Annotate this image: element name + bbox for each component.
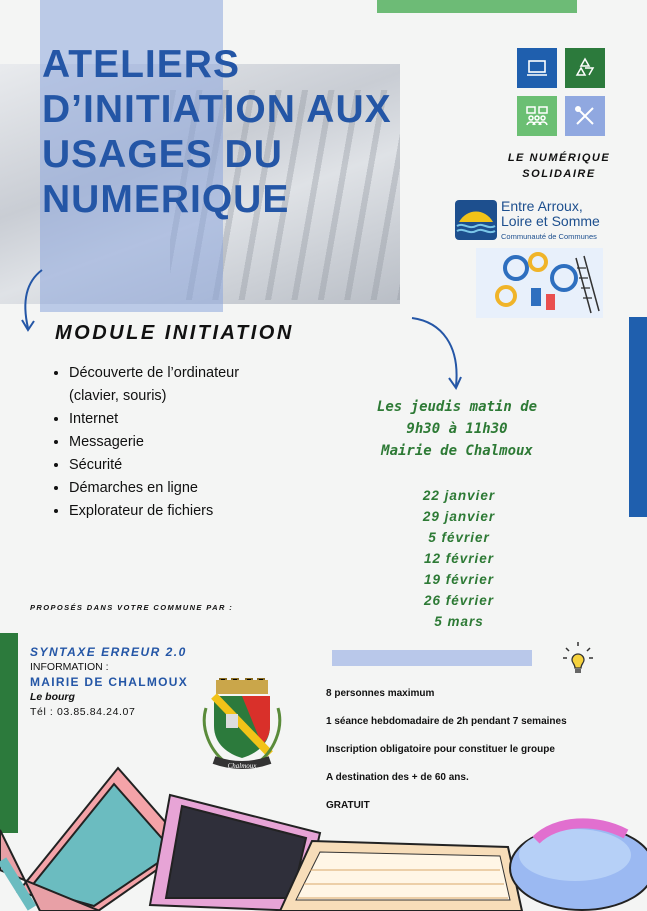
ns-line-1: LE NUMÉRIQUE (507, 152, 611, 164)
date-item: 5 mars (434, 614, 484, 629)
info-item: A destination des + de 60 ans. (326, 772, 469, 783)
module-title: MODULE INITIATION (55, 322, 294, 344)
list-item: • Internet (69, 408, 329, 431)
numerique-solidaire-label (490, 150, 628, 182)
teamwork-illustration (476, 248, 603, 318)
community-logo-icon (455, 200, 497, 240)
arrow-right-icon (410, 312, 466, 394)
title-line-2: D’INITIATION AUX (42, 88, 392, 131)
list-item: • Découverte de l’ordinateur (clavier, souris) (69, 362, 269, 408)
information-label: INFORMATION : (30, 661, 109, 673)
title-line-1: ATELIERS (42, 43, 240, 86)
proposes-label: PROPOSÉS DANS VOTRE COMMUNE PAR : (30, 603, 234, 612)
crest-label: Chalmoux (227, 762, 257, 770)
contact-block (30, 645, 188, 720)
tools-icon (565, 96, 605, 136)
title-line-4: NUMERIQUE (42, 178, 290, 221)
schedule-line-2: 9h30 à 11h30 (406, 421, 508, 437)
topics-list (50, 362, 329, 523)
info-item: 1 séance hebdomadaire de 2h pendant 7 semaines (326, 716, 567, 727)
devices-illustration (0, 760, 647, 911)
schedule-line-1: Les jeudis matin de (376, 399, 538, 415)
recycle-icon (565, 48, 605, 88)
logo-subtitle: Communauté de Communes (501, 232, 597, 241)
dates-list (384, 485, 534, 632)
info-header-bar (332, 650, 532, 666)
schedule-line-3: Mairie de Chalmoux (381, 443, 533, 459)
title-line-3: USAGES DU (42, 133, 283, 176)
address-line: Le bourg (30, 691, 75, 703)
laptop-icon (517, 48, 557, 88)
group-icon (517, 96, 557, 136)
schedule-block (340, 396, 574, 462)
ns-line-2: SOLIDAIRE (522, 168, 596, 180)
logo-line-1: Entre Arroux, (501, 198, 583, 214)
info-item: Inscription obligatoire pour constituer le groupe (326, 744, 555, 755)
right-blue-bar (629, 317, 647, 517)
mairie-name: MAIRIE DE CHALMOUX (30, 675, 189, 689)
arrow-left-icon (16, 268, 46, 338)
keyboard-illustration (280, 841, 522, 911)
list-item: • Explorateur de fichiers (69, 500, 329, 523)
info-item: GRATUIT (326, 800, 370, 811)
community-logo-text (501, 199, 600, 229)
list-item: • Messagerie (69, 431, 329, 454)
mouse-illustration (510, 823, 647, 910)
date-item: 5 février (428, 530, 490, 545)
organizer-name: SYNTAXE ERREUR 2.0 (30, 645, 187, 659)
info-item: 8 personnes maximum (326, 688, 435, 699)
date-item: 19 février (423, 572, 495, 587)
list-item: • Sécurité (69, 454, 329, 477)
lightbulb-icon (562, 640, 594, 676)
date-item: 22 janvier (422, 488, 496, 503)
list-item: • Démarches en ligne (69, 477, 329, 500)
phone-number: Tél : 03.85.84.24.07 (30, 706, 136, 718)
date-item: 29 janvier (422, 509, 496, 524)
date-item: 12 février (423, 551, 495, 566)
page-title (42, 42, 502, 222)
logo-line-2: Loire et Somme (501, 213, 600, 229)
date-item: 26 février (423, 593, 495, 608)
top-green-strip (377, 0, 577, 13)
